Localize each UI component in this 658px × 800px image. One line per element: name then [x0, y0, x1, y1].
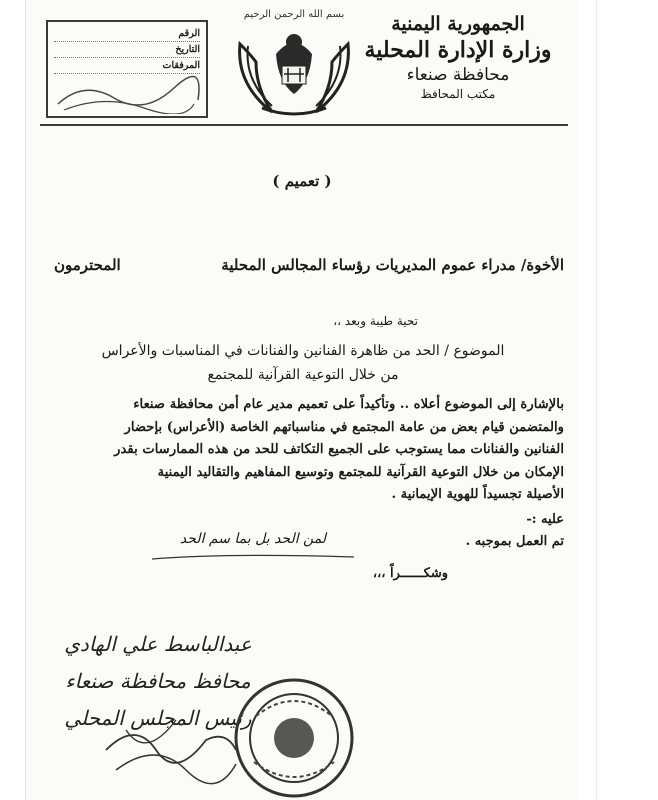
- republic-name: الجمهورية اليمنية: [391, 13, 525, 35]
- work-accordingly: تم العمل بموجبه .: [465, 534, 564, 549]
- ministry-name: وزارة الإدارة المحلية: [364, 37, 552, 63]
- basmala: بسم الله الرحمن الرحيم: [243, 9, 345, 20]
- ref-date-label: التاريخ: [175, 44, 200, 55]
- underline-stroke-icon: [148, 551, 358, 565]
- body-line: والمتضمن قيام بعض من عامة المجتمع في مناسباتهم الخاصة (الأعراس) بإحضار: [124, 419, 564, 435]
- signer-title: رئيس المجلس المحلي: [64, 706, 252, 730]
- body-paragraph: [44, 394, 564, 507]
- addressee-line: [54, 256, 564, 274]
- addressee: الأخوة/ مدراء عموم المديريات رؤساء المجالس المحلية: [221, 256, 564, 274]
- handwritten-note-text: لمن الحد بل بما سم الحد: [179, 531, 327, 547]
- letterhead: [358, 12, 558, 102]
- header-divider: [40, 124, 568, 126]
- greeting: تحية طيبة وبعد ،،: [333, 314, 418, 328]
- body-line: الأصيلة تجسيداً للهوية الإيمانية .: [391, 487, 564, 503]
- body-line: الإمكان من خلال التوعية القرآنية للمجتمع وتوسيع المفاهيم والتقاليد اليمنية: [157, 464, 564, 480]
- ref-number-label: الرقم: [178, 28, 200, 39]
- office-name: مكتب المحافظ: [420, 87, 496, 101]
- handwritten-note: [148, 528, 358, 568]
- honorific: المحترمون: [54, 256, 121, 274]
- right-divider: [596, 0, 597, 800]
- document-title: ( تعميم ): [272, 172, 332, 190]
- body-line: الفنانين والفنانات مما يستوجب على الجميع التكاتف للحد من هذه الممارسات بقدر: [114, 442, 564, 458]
- thanks: وشكــــــراً ،،،: [372, 566, 448, 581]
- signature-scribble-icon: [96, 700, 246, 790]
- subject-line: الموضوع / الحد من ظاهرة الفنانين والفنانات في المناسبات والأعراس: [101, 343, 505, 359]
- subject-block: [58, 339, 548, 387]
- emblem-block: [224, 8, 364, 126]
- reference-box: [46, 20, 208, 118]
- stamp-scribble-icon: [54, 74, 200, 114]
- upon-you: عليه :-: [526, 512, 564, 527]
- ref-attachments-label: المرفقات: [162, 60, 200, 71]
- right-margin: [578, 0, 658, 800]
- subject-line: من خلال التوعية القرآنية للمجتمع: [207, 367, 399, 383]
- document-page: [26, 0, 578, 800]
- eagle-emblem-icon: [232, 24, 356, 120]
- signer-name: عبدالباسط علي الهادي: [64, 632, 252, 656]
- body-line: بالإشارة إلى الموضوع أعلاه .. وتأكيداً على تعميم مدير عام أمن محافظة صنعاء: [133, 397, 564, 412]
- signer-title: محافظ محافظة صنعاء: [65, 669, 251, 693]
- governorate-name: محافظة صنعاء: [406, 65, 510, 85]
- official-seal-icon: [232, 676, 356, 800]
